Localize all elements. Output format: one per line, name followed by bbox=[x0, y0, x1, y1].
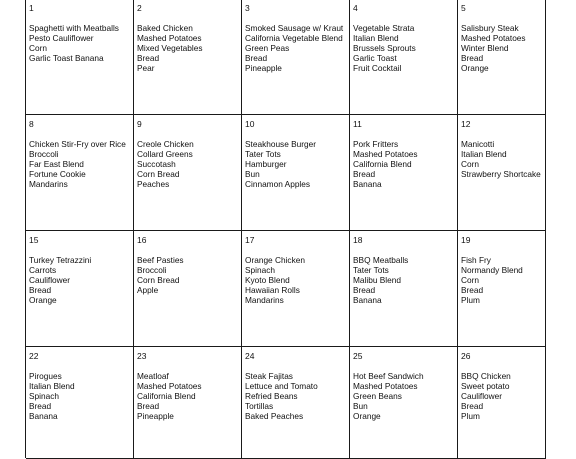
day-cell bbox=[242, 231, 350, 347]
menu-item: Carrots bbox=[29, 265, 57, 275]
menu-item: Bread bbox=[29, 285, 52, 295]
menu-item: Pesto Cauliflower bbox=[29, 33, 94, 43]
day-number: 1 bbox=[29, 3, 34, 13]
menu-list bbox=[461, 255, 545, 305]
menu-calendar bbox=[25, 0, 549, 458]
day-cell bbox=[242, 115, 350, 231]
menu-item: Hot Beef Sandwich bbox=[353, 371, 424, 381]
day-number: 9 bbox=[137, 119, 142, 129]
menu-item: Bread bbox=[461, 401, 484, 411]
menu-item: Meatloaf bbox=[137, 371, 169, 381]
menu-item: Broccoli bbox=[137, 265, 167, 275]
menu-item: Bread bbox=[461, 53, 484, 63]
menu-item: Turkey Tetrazzini bbox=[29, 255, 92, 265]
menu-list bbox=[29, 139, 133, 189]
menu-item: Plum bbox=[461, 411, 480, 421]
menu-item: Bread bbox=[137, 401, 160, 411]
menu-item: Fish Fry bbox=[461, 255, 491, 265]
day-number: 22 bbox=[29, 351, 39, 361]
menu-list bbox=[137, 23, 241, 73]
menu-item: Banana bbox=[353, 295, 382, 305]
menu-list bbox=[245, 255, 349, 305]
menu-item: Mandarins bbox=[29, 179, 68, 189]
menu-item: Spinach bbox=[29, 391, 59, 401]
menu-item: Sweet potato bbox=[461, 381, 510, 391]
day-cell bbox=[350, 231, 458, 347]
menu-item: Manicotti bbox=[461, 139, 495, 149]
day-cell bbox=[458, 115, 546, 231]
day-cell bbox=[26, 115, 134, 231]
menu-item: Refried Beans bbox=[245, 391, 298, 401]
day-cell bbox=[134, 115, 242, 231]
day-cell bbox=[350, 115, 458, 231]
menu-item: Bun bbox=[353, 401, 368, 411]
menu-item: Garlic Toast Banana bbox=[29, 53, 104, 63]
menu-item: Spinach bbox=[245, 265, 275, 275]
menu-item: Bread bbox=[353, 169, 376, 179]
menu-list bbox=[245, 23, 349, 73]
day-cell bbox=[134, 231, 242, 347]
menu-item: Green Peas bbox=[245, 43, 290, 53]
menu-list bbox=[353, 371, 457, 421]
menu-list bbox=[353, 255, 457, 305]
day-cell bbox=[350, 0, 458, 115]
menu-item: Corn Bread bbox=[137, 275, 180, 285]
menu-item: Corn Bread bbox=[137, 169, 180, 179]
menu-item: Cauliflower bbox=[29, 275, 71, 285]
day-cell bbox=[458, 231, 546, 347]
menu-item: Creole Chicken bbox=[137, 139, 194, 149]
menu-item: Orange Chicken bbox=[245, 255, 305, 265]
day-number: 11 bbox=[353, 119, 362, 129]
day-cell bbox=[134, 347, 242, 459]
menu-item: Mixed Vegetables bbox=[137, 43, 203, 53]
menu-list bbox=[353, 139, 457, 189]
menu-item: Bread bbox=[29, 401, 52, 411]
menu-list bbox=[137, 255, 241, 295]
menu-item: Apple bbox=[137, 285, 159, 295]
menu-item: Kyoto Blend bbox=[245, 275, 290, 285]
menu-item: California Blend bbox=[137, 391, 196, 401]
day-cell bbox=[26, 0, 134, 115]
menu-item: Mashed Potatoes bbox=[353, 149, 418, 159]
day-cell bbox=[350, 347, 458, 459]
menu-item: Strawberry Shortcake bbox=[461, 169, 541, 179]
day-cell bbox=[242, 0, 350, 115]
menu-list bbox=[461, 139, 545, 179]
day-cell bbox=[26, 231, 134, 347]
menu-list bbox=[29, 371, 133, 421]
menu-item: Baked Peaches bbox=[245, 411, 304, 421]
menu-item: California Vegetable Blend bbox=[245, 33, 343, 43]
menu-item: Orange bbox=[353, 411, 381, 421]
day-number: 23 bbox=[137, 351, 147, 361]
menu-item: Italian Blend bbox=[353, 33, 399, 43]
menu-item: Mashed Potatoes bbox=[461, 33, 526, 43]
menu-item: Bread bbox=[245, 53, 268, 63]
menu-item: Banana bbox=[29, 411, 58, 421]
day-number: 8 bbox=[29, 119, 34, 129]
menu-item: Beef Pasties bbox=[137, 255, 184, 265]
menu-item: California Blend bbox=[353, 159, 412, 169]
menu-item: Malibu Blend bbox=[353, 275, 401, 285]
menu-item: Cinnamon Apples bbox=[245, 179, 311, 189]
menu-item: Pineapple bbox=[245, 63, 282, 73]
menu-item: Peaches bbox=[137, 179, 170, 189]
menu-item: Salisbury Steak bbox=[461, 23, 519, 33]
menu-item: Banana bbox=[353, 179, 382, 189]
menu-item: Hamburger bbox=[245, 159, 287, 169]
menu-list bbox=[245, 371, 349, 421]
day-number: 19 bbox=[461, 235, 471, 245]
menu-list bbox=[137, 371, 241, 421]
menu-item: Far East Blend bbox=[29, 159, 84, 169]
day-number: 18 bbox=[353, 235, 363, 245]
menu-item: Succotash bbox=[137, 159, 176, 169]
menu-item: Italian Blend bbox=[461, 149, 507, 159]
menu-item: Garlic Toast bbox=[353, 53, 397, 63]
day-number: 3 bbox=[245, 3, 250, 13]
menu-list bbox=[461, 23, 545, 73]
menu-item: Chicken Stir-Fry over Rice bbox=[29, 139, 126, 149]
menu-item: Cauliflower bbox=[461, 391, 503, 401]
menu-item: Steak Fajitas bbox=[245, 371, 293, 381]
menu-item: Collard Greens bbox=[137, 149, 193, 159]
menu-item: Pirogues bbox=[29, 371, 62, 381]
menu-item: Bread bbox=[137, 53, 160, 63]
menu-item: Vegetable Strata bbox=[353, 23, 415, 33]
menu-item: Corn bbox=[29, 43, 47, 53]
menu-item: Plum bbox=[461, 295, 480, 305]
menu-item: Green Beans bbox=[353, 391, 402, 401]
menu-item: Tortillas bbox=[245, 401, 274, 411]
menu-item: Corn bbox=[461, 275, 479, 285]
day-cell bbox=[242, 347, 350, 459]
menu-list bbox=[353, 23, 457, 73]
menu-item: Brussels Sprouts bbox=[353, 43, 416, 53]
day-cell bbox=[458, 0, 546, 115]
menu-item: Broccoli bbox=[29, 149, 59, 159]
menu-item: Mashed Potatoes bbox=[137, 381, 202, 391]
menu-item: Tater Tots bbox=[353, 265, 389, 275]
menu-item: Hawaiian Rolls bbox=[245, 285, 300, 295]
menu-item: Lettuce and Tomato bbox=[245, 381, 318, 391]
menu-item: Fortune Cookie bbox=[29, 169, 86, 179]
menu-list bbox=[245, 139, 349, 189]
menu-item: Winter Blend bbox=[461, 43, 509, 53]
day-number: 15 bbox=[29, 235, 39, 245]
menu-item: Bread bbox=[461, 285, 484, 295]
menu-list bbox=[137, 139, 241, 189]
day-cell bbox=[458, 347, 546, 459]
menu-item: Pork Fritters bbox=[353, 139, 399, 149]
day-number: 24 bbox=[245, 351, 255, 361]
menu-item: Italian Blend bbox=[29, 381, 75, 391]
day-number: 5 bbox=[461, 3, 466, 13]
menu-item: Steakhouse Burger bbox=[245, 139, 317, 149]
menu-item: Normandy Blend bbox=[461, 265, 523, 275]
menu-list bbox=[29, 255, 133, 305]
menu-item: Mashed Potatoes bbox=[137, 33, 202, 43]
menu-item: Mandarins bbox=[245, 295, 284, 305]
menu-item: Spaghetti with Meatballs bbox=[29, 23, 119, 33]
menu-item: Orange bbox=[29, 295, 57, 305]
menu-item: Bread bbox=[353, 285, 376, 295]
menu-item: BBQ Meatballs bbox=[353, 255, 409, 265]
menu-item: Bun bbox=[245, 169, 260, 179]
menu-item: Smoked Sausage w/ Kraut bbox=[245, 23, 344, 33]
menu-item: Corn bbox=[461, 159, 479, 169]
menu-item: Pineapple bbox=[137, 411, 174, 421]
day-cell bbox=[26, 347, 134, 459]
day-number: 4 bbox=[353, 3, 358, 13]
day-number: 12 bbox=[461, 119, 471, 129]
menu-list bbox=[29, 23, 133, 63]
menu-item: Tater Tots bbox=[245, 149, 281, 159]
day-number: 2 bbox=[137, 3, 142, 13]
day-number: 17 bbox=[245, 235, 255, 245]
day-number: 16 bbox=[137, 235, 147, 245]
day-number: 25 bbox=[353, 351, 363, 361]
day-cell bbox=[134, 0, 242, 115]
menu-item: Baked Chicken bbox=[137, 23, 193, 33]
menu-item: Orange bbox=[461, 63, 489, 73]
menu-item: Mashed Potatoes bbox=[353, 381, 418, 391]
day-number: 26 bbox=[461, 351, 471, 361]
menu-item: Pear bbox=[137, 63, 155, 73]
menu-item: Fruit Cocktail bbox=[353, 63, 402, 73]
menu-list bbox=[461, 371, 545, 421]
day-number: 10 bbox=[245, 119, 255, 129]
menu-item: BBQ Chicken bbox=[461, 371, 511, 381]
